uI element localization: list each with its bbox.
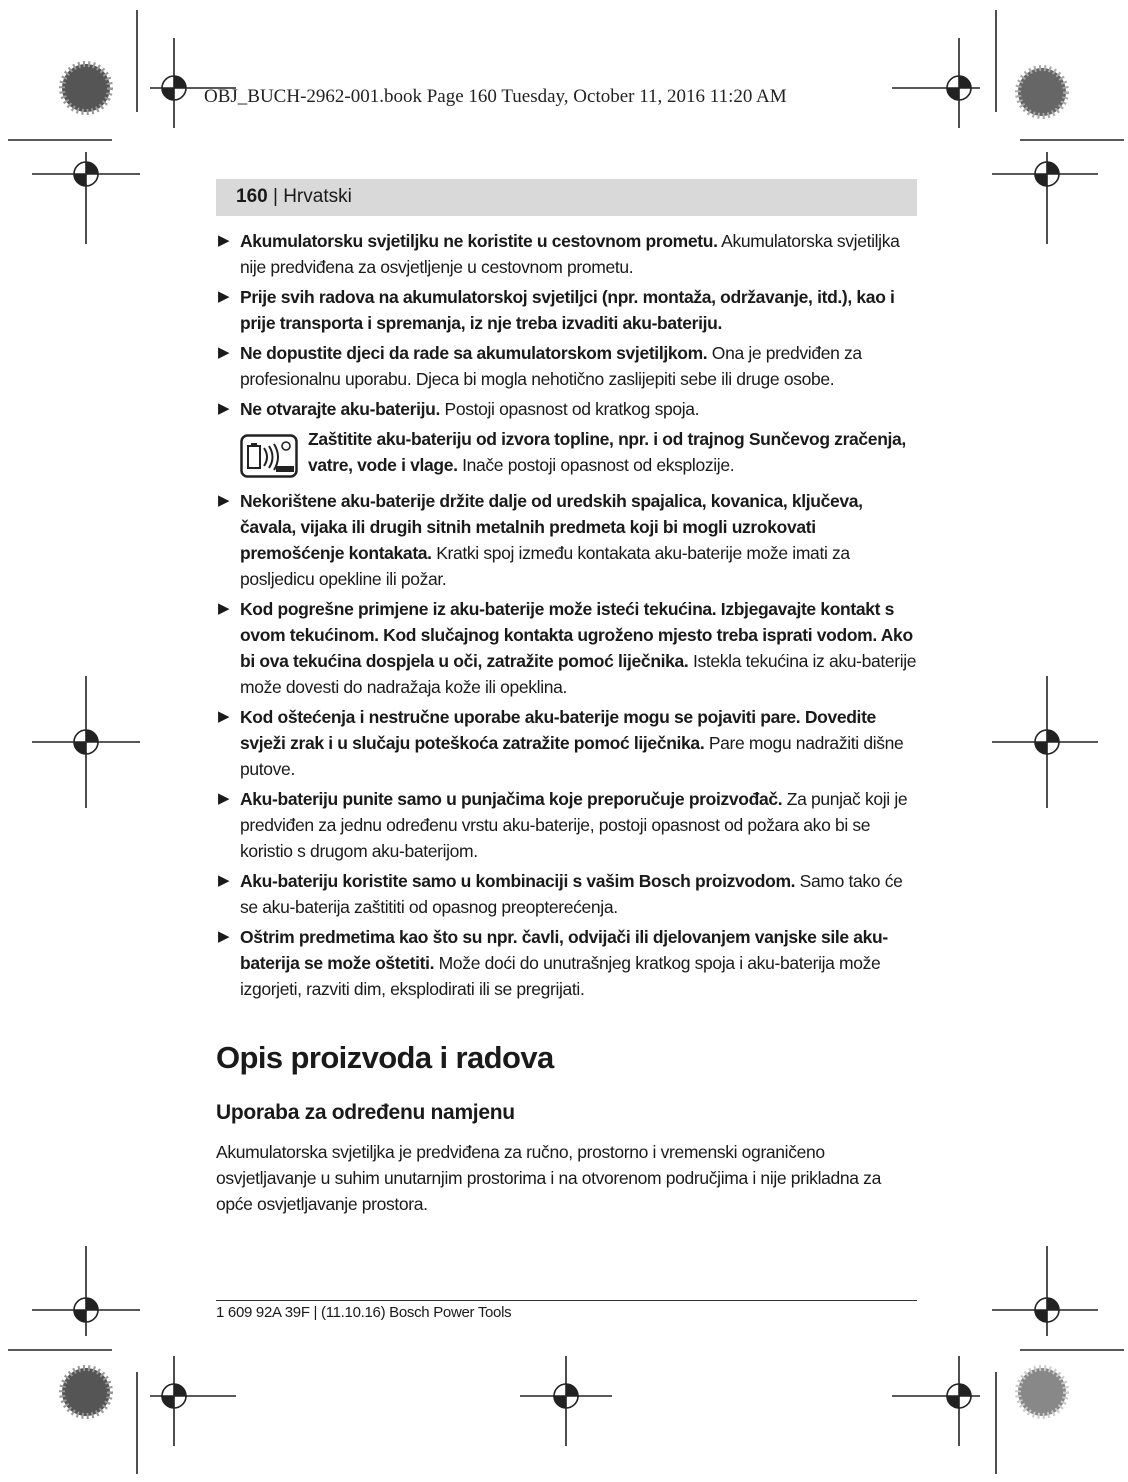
bullet-icon: ▶ — [218, 928, 230, 945]
book-slug-line: OBJ_BUCH-2962-001.book Page 160 Tuesday, October 11, 2016 11:20 AM — [204, 86, 787, 107]
header-language: Hrvatski — [283, 186, 352, 207]
list-item: ▶ Nekorištene aku-baterije držite dalje od uredskih spajalica, kovanica, ključeva, čavala, vijaka ili drugih sitnih metalnih predmeta koji bi mogli uzrokovati premošćenje kontakata. Kratki spoj između kontakata aku-baterije može imati za posljedicu opekline ili požar. — [216, 488, 917, 592]
page-number: 160 — [236, 186, 268, 207]
bullet-icon: ▶ — [218, 492, 230, 509]
section-title: Opis proizvoda i radova — [216, 1040, 554, 1075]
page-header — [216, 179, 917, 216]
bullet-icon: ▶ — [218, 790, 230, 807]
list-item: ▶ Akumulatorsku svjetiljku ne koristite u cestovnom prometu. Akumulatorska svjetiljka nije predviđena za osvjetljenje u cestovnom prometu. — [216, 228, 917, 280]
list-item: ▶ Oštrim predmetima kao što su npr. čavli, odvijači ili djelovanjem vanjske sile aku-baterija se može oštetiti. Može doći do unutrašnjeg kratkog spoja i aku-baterija može izgorjeti, razviti dim, eksplodirati ili se pregrijati. — [216, 924, 917, 1002]
bullet-icon: ▶ — [218, 344, 230, 361]
list-item: ▶ Kod oštećenja i nestručne uporabe aku-baterije mogu se pojaviti pare. Dovedite svježi zrak i u slučaju poteškoća zatražite pomoć liječnika. Pare mogu nadražiti dišne putove. — [216, 704, 917, 782]
body-paragraph: Akumulatorska svjetiljka je predviđena za ručno, prostorno i vremenski ograničeno osvjetljavanje u suhim unutarnjim prostorima i na otvorenom područjima i nije prikladna za opće osvjetljavanje prostora. — [216, 1142, 881, 1214]
list-item: ▶ Prije svih radova na akumulatorskoj svjetiljci (npr. montaža, održavanje, itd.), kao i prije transporta i spremanja, iz nje treba izvaditi aku-bateriju. — [216, 284, 917, 336]
bullet-icon: ▶ — [218, 400, 230, 417]
list-item: ▶ Ne otvarajte aku-bateriju. Postoji opasnost od kratkog spoja. — [216, 396, 917, 422]
bullet-icon: ▶ — [218, 872, 230, 889]
bullet-icon: ▶ — [218, 600, 230, 617]
safety-list — [216, 228, 917, 1006]
list-item: ▶ Kod pogrešne primjene iz aku-baterije može isteći tekućina. Izbjegavajte kontakt s ovom tekućinom. Kod slučajnog kontakta ugroženo mjesto treba isprati vodom. Ako bi ova tekućina dospjela u oči, zatražite pomoć liječnika. Istekla tekućina iz aku-baterije može dovesti do nadražaja kože ili opeklina. — [216, 596, 917, 700]
battery-heat-warning-icon — [240, 434, 298, 478]
heat-warning-item: Zaštitite aku-bateriju od izvora topline, npr. i od trajnog Sunčevog zračenja, vatre, vode i vlage. Inače postoji opasnost od eksplozije. — [240, 426, 917, 482]
subsection-title: Uporaba za određenu namjenu — [216, 1101, 515, 1124]
list-item: ▶ Aku-bateriju koristite samo u kombinaciji s vašim Bosch proizvodom. Samo tako će se aku-baterija zaštititi od opasnog preopterećenja. — [216, 868, 917, 920]
bullet-icon: ▶ — [218, 288, 230, 305]
list-item: ▶ Aku-bateriju punite samo u punjačima koje preporučuje proizvođač. Za punjač koji je predviđen za jednu određenu vrstu aku-baterije, postoji opasnost od požara ako bi se koristio s drugom aku-baterijom. — [216, 786, 917, 864]
list-item: ▶ Ne dopustite djeci da rade sa akumulatorskom svjetiljkom. Ona je predviđen za profesionalnu uporabu. Djeca bi mogla nehotično zaslijepiti sebe ili druge osobe. — [216, 340, 917, 392]
footer-text: 1 609 92A 39F | (11.10.16) Bosch Power Tools — [216, 1304, 512, 1321]
footer-rule — [216, 1300, 917, 1301]
bullet-icon: ▶ — [218, 708, 230, 725]
header-separator: | — [267, 186, 284, 207]
bullet-icon: ▶ — [218, 232, 230, 249]
